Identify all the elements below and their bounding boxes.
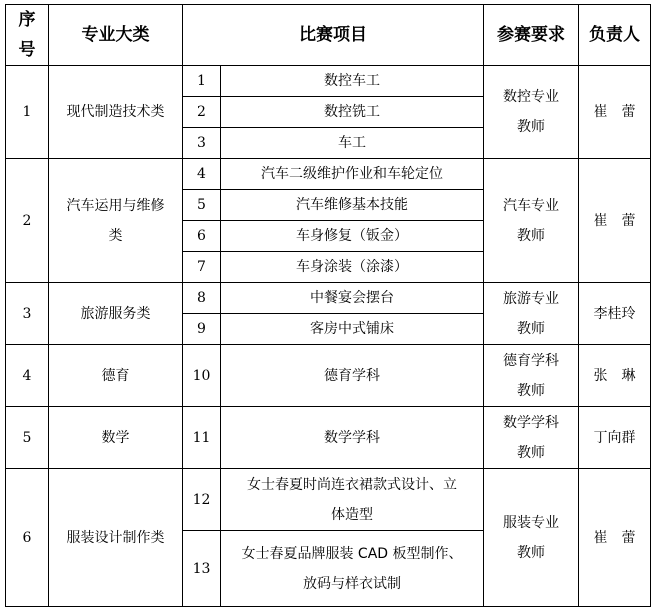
group-requirement: 数控专业 教师 [484, 66, 579, 159]
item-no: 9 [183, 314, 221, 345]
item-name: 数控铣工 [221, 97, 484, 128]
item-no: 6 [183, 221, 221, 252]
item-no: 1 [183, 66, 221, 97]
header-requirement: 参赛要求 [484, 5, 579, 66]
group-category: 现代制造技术类 [49, 66, 183, 159]
item-name: 数学学科 [221, 407, 484, 469]
group-category: 德育 [49, 345, 183, 407]
group-requirement: 德育学科 教师 [484, 345, 579, 407]
table-row [6, 407, 651, 469]
item-no: 5 [183, 190, 221, 221]
item-no: 11 [183, 407, 221, 469]
header-category: 专业大类 [49, 5, 183, 66]
item-name: 车工 [221, 128, 484, 159]
item-no: 12 [183, 469, 221, 531]
header-row [6, 5, 651, 66]
group-owner: 崔 蕾 [579, 469, 651, 607]
item-name: 汽车二级维护作业和车轮定位 [221, 159, 484, 190]
item-name: 客房中式铺床 [221, 314, 484, 345]
group-requirement: 汽车专业 教师 [484, 159, 579, 283]
group-category: 旅游服务类 [49, 283, 183, 345]
group-seq: 2 [6, 159, 49, 283]
header-competition: 比赛项目 [183, 5, 484, 66]
item-no: 13 [183, 531, 221, 607]
group-owner: 崔 蕾 [579, 159, 651, 283]
item-name: 车身涂装（涂漆） [221, 252, 484, 283]
item-name: 女士春夏品牌服装 CAD 板型制作、 放码与样衣试制 [221, 531, 484, 607]
header-owner: 负责人 [579, 5, 651, 66]
group-category: 服装设计制作类 [49, 469, 183, 607]
item-no: 2 [183, 97, 221, 128]
group-owner: 李桂玲 [579, 283, 651, 345]
group-requirement: 旅游专业 教师 [484, 283, 579, 345]
group-seq: 6 [6, 469, 49, 607]
table-row [6, 345, 651, 407]
group-requirement: 服装专业 教师 [484, 469, 579, 607]
header-seq: 序 号 [6, 5, 49, 66]
group-category: 数学 [49, 407, 183, 469]
item-name: 中餐宴会摆台 [221, 283, 484, 314]
item-name: 德育学科 [221, 345, 484, 407]
group-seq: 4 [6, 345, 49, 407]
group-seq: 3 [6, 283, 49, 345]
item-no: 8 [183, 283, 221, 314]
group-seq: 1 [6, 66, 49, 159]
group-requirement: 数学学科 教师 [484, 407, 579, 469]
item-name: 汽车维修基本技能 [221, 190, 484, 221]
table-row [6, 159, 651, 190]
item-no: 4 [183, 159, 221, 190]
group-category: 汽车运用与维修 类 [49, 159, 183, 283]
table-row [6, 283, 651, 314]
item-name: 车身修复（钣金） [221, 221, 484, 252]
item-name: 女士春夏时尚连衣裙款式设计、立 体造型 [221, 469, 484, 531]
group-owner: 崔 蕾 [579, 66, 651, 159]
table-row [6, 66, 651, 97]
item-no: 10 [183, 345, 221, 407]
table-row [6, 469, 651, 531]
item-no: 7 [183, 252, 221, 283]
item-no: 3 [183, 128, 221, 159]
group-owner: 张 琳 [579, 345, 651, 407]
group-owner: 丁向群 [579, 407, 651, 469]
group-seq: 5 [6, 407, 49, 469]
item-name: 数控车工 [221, 66, 484, 97]
competition-table [5, 4, 651, 607]
